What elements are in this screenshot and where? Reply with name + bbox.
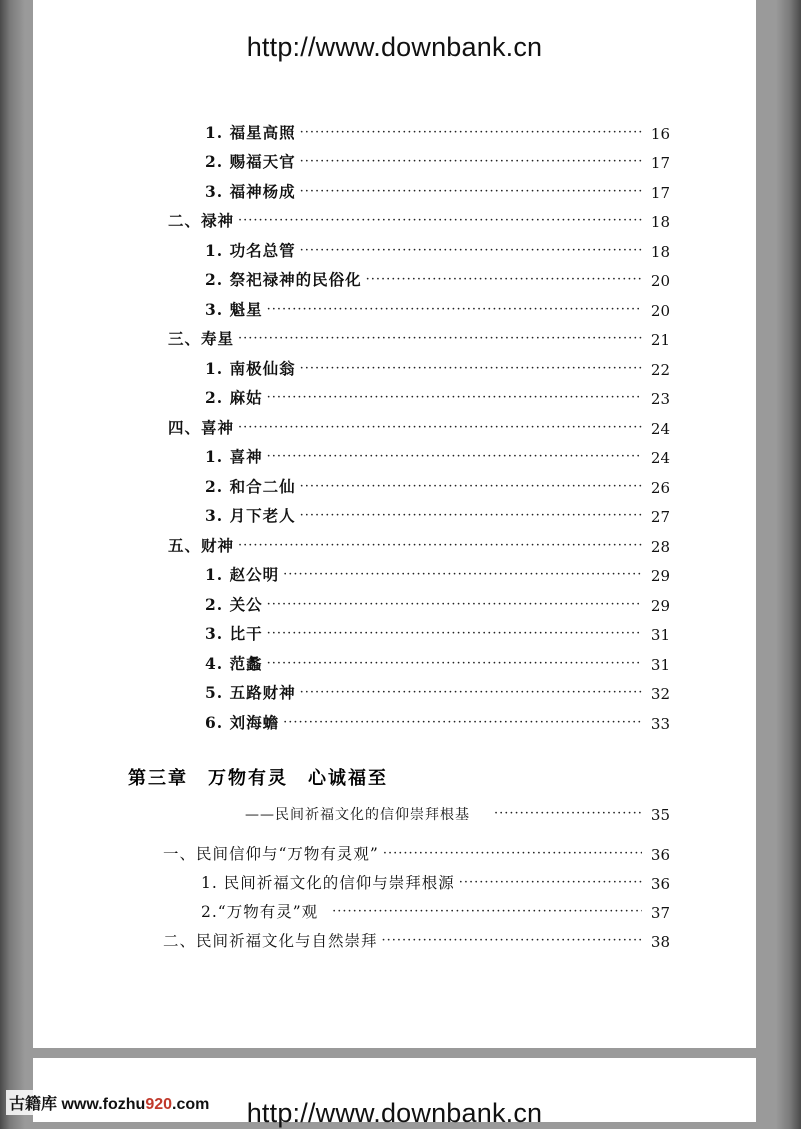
toc-page-number: 18 — [650, 213, 670, 231]
toc-row[interactable] — [168, 528, 670, 556]
toc-row[interactable] — [205, 144, 670, 172]
toc-page-number: 18 — [650, 243, 670, 261]
toc-page-number: 17 — [650, 184, 670, 202]
toc-label: 3. 魁星 — [205, 300, 263, 319]
leader-dots — [267, 624, 642, 644]
toc-row[interactable] — [201, 865, 670, 893]
toc-label: 五、财神 — [168, 536, 235, 555]
toc-page-number: 28 — [650, 538, 670, 556]
leader-dots — [300, 241, 642, 261]
watermark-domain-number: 920 — [145, 1096, 173, 1113]
toc-page-number: 16 — [650, 125, 670, 143]
watermark-site-name: 古籍库 — [9, 1096, 58, 1113]
toc-label: 四、喜神 — [168, 418, 235, 437]
leader-dots — [300, 182, 642, 202]
leader-dots — [238, 418, 642, 438]
header-url[interactable]: http://www.downbank.cn — [246, 32, 543, 62]
toc-page-number: 23 — [650, 390, 670, 408]
leader-dots — [300, 152, 642, 172]
toc-label: 1. 民间祈福文化的信仰与崇拜根源 — [201, 874, 455, 892]
toc-page-number: 20 — [650, 272, 670, 290]
toc-row[interactable] — [205, 380, 670, 408]
toc-page-number: 24 — [650, 449, 670, 467]
footer-url[interactable]: http://www.downbank.cn — [246, 1098, 543, 1128]
leader-dots — [267, 300, 642, 320]
toc-page-number: 35 — [650, 806, 670, 824]
toc-row[interactable] — [163, 836, 670, 864]
toc-label: 3. 福神杨成 — [205, 182, 296, 201]
toc-row[interactable] — [205, 262, 670, 290]
toc-row[interactable] — [205, 498, 670, 526]
toc-row[interactable] — [205, 587, 670, 615]
toc-row[interactable] — [205, 646, 670, 674]
leader-dots — [366, 270, 642, 290]
toc-row[interactable] — [168, 203, 670, 231]
toc-label: 一、民间信仰与“万物有灵观” — [163, 845, 379, 863]
toc-page-number: 17 — [650, 154, 670, 172]
toc-row[interactable] — [201, 894, 670, 922]
toc-row[interactable] — [168, 321, 670, 349]
toc-label: 二、民间祈福文化与自然崇拜 — [163, 932, 378, 950]
toc-page-number: 33 — [650, 715, 670, 733]
leader-dots — [267, 388, 642, 408]
toc-row[interactable] — [205, 616, 670, 644]
toc-page-number: 29 — [650, 597, 670, 615]
watermark-domain-prefix: www.fozhu — [61, 1096, 146, 1113]
leader-dots — [267, 654, 642, 674]
toc-label: 3. 月下老人 — [205, 506, 296, 525]
chapter-subtitle: ——民间祈福文化的信仰崇拜根基 — [245, 807, 470, 823]
leader-dots — [300, 477, 642, 497]
leader-dots — [494, 804, 642, 824]
toc-page-number: 26 — [650, 479, 670, 497]
leader-dots — [238, 536, 642, 556]
toc-label: 2.“万物有灵”观 — [201, 903, 319, 921]
toc-page-number: 36 — [650, 846, 670, 864]
toc-label: 4. 范蠡 — [205, 654, 263, 673]
toc-page-number: 36 — [650, 875, 670, 893]
toc-label: 1. 喜神 — [205, 447, 263, 466]
toc-row[interactable] — [205, 351, 670, 379]
toc-label: 3. 比干 — [205, 624, 263, 643]
watermark-domain-suffix: .com — [172, 1096, 210, 1113]
toc-label: 三、寿星 — [168, 329, 235, 348]
toc-page-number: 22 — [650, 361, 670, 379]
leader-dots — [383, 844, 642, 864]
toc-label: 1. 南极仙翁 — [205, 359, 296, 378]
leader-dots — [459, 873, 642, 893]
toc-row[interactable] — [205, 469, 670, 497]
toc-page-number: 32 — [650, 685, 670, 703]
toc-row[interactable] — [205, 115, 670, 143]
toc-row[interactable] — [205, 174, 670, 202]
leader-dots — [238, 211, 642, 231]
toc-row[interactable] — [205, 292, 670, 320]
toc-label: 5. 五路财神 — [205, 683, 296, 702]
toc-row[interactable] — [205, 705, 670, 733]
toc-page-number: 38 — [650, 933, 670, 951]
toc-row[interactable] — [163, 923, 670, 951]
toc-page-number: 20 — [650, 302, 670, 320]
toc-page-number: 24 — [650, 420, 670, 438]
toc-row[interactable] — [205, 439, 670, 467]
book-page — [33, 0, 756, 1048]
toc-label: 2. 和合二仙 — [205, 477, 296, 496]
toc-row[interactable] — [168, 410, 670, 438]
toc-label: 2. 麻姑 — [205, 388, 263, 407]
leader-dots — [267, 595, 642, 615]
leader-dots — [300, 359, 642, 379]
toc-label: 1. 赵公明 — [205, 565, 280, 584]
leader-dots — [300, 123, 642, 143]
toc-page-number: 21 — [650, 331, 670, 349]
toc-label: 6. 刘海蟾 — [205, 713, 280, 732]
toc-label: 二、禄神 — [168, 211, 235, 230]
leader-dots — [382, 931, 642, 951]
toc-row[interactable] — [205, 233, 670, 261]
watermark — [6, 1090, 212, 1115]
toc-label: 1. 福星高照 — [205, 123, 296, 142]
toc-page-number: 31 — [650, 626, 670, 644]
leader-dots — [283, 565, 642, 585]
toc-row[interactable] — [205, 675, 670, 703]
toc-label: 1. 功名总管 — [205, 241, 296, 260]
toc-page-number: 31 — [650, 656, 670, 674]
chapter-subtitle-row[interactable] — [245, 796, 670, 824]
chapter-title: 第三章 万物有灵 心诚福至 — [128, 768, 388, 789]
toc-page-number: 29 — [650, 567, 670, 585]
toc-page-number: 27 — [650, 508, 670, 526]
toc-page-number: 37 — [650, 904, 670, 922]
leader-dots — [238, 329, 642, 349]
leader-dots — [267, 447, 642, 467]
leader-dots — [300, 506, 642, 526]
leader-dots — [283, 713, 642, 733]
toc-label: 2. 赐福天官 — [205, 152, 296, 171]
toc-label: 2. 祭祀禄神的民俗化 — [205, 270, 362, 289]
leader-dots — [332, 902, 642, 922]
toc-label: 2. 关公 — [205, 595, 263, 614]
leader-dots — [300, 683, 642, 703]
toc-row[interactable] — [205, 557, 670, 585]
